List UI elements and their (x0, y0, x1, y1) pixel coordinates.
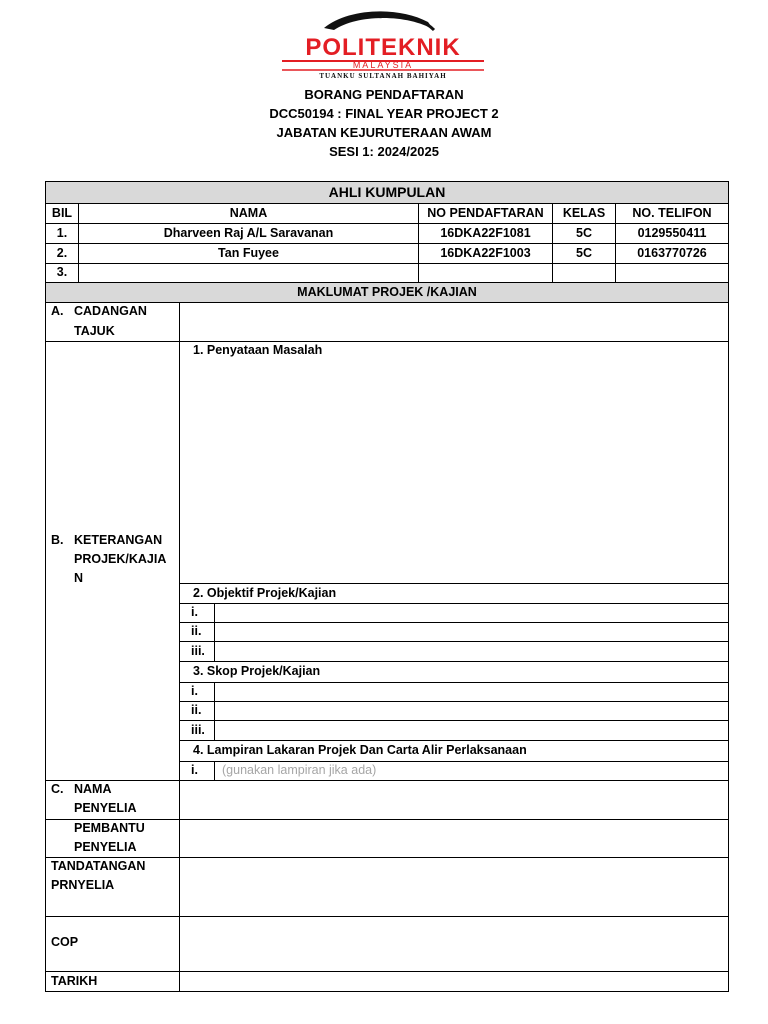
roman-numeral: ii. (191, 624, 202, 638)
label-c-letter: C. (51, 782, 64, 796)
politeknik-logo (278, 6, 488, 82)
logo-title: POLITEKNIK (305, 34, 461, 61)
label-a-letter: A. (51, 304, 64, 318)
session-title: SESI 1: 2024/2025 (329, 144, 439, 159)
roman-numeral: i. (191, 684, 198, 698)
signature-field[interactable] (179, 857, 729, 917)
member-reg-no: 16DKA22F1003 (440, 246, 531, 260)
label-a-line1: CADANGAN (74, 304, 147, 318)
department-title: JABATAN KEJURUTERAAN AWAM (276, 125, 492, 140)
member-reg-no: 16DKA22F1081 (440, 226, 531, 240)
col-no-header: NO PENDAFTARAN (427, 206, 544, 220)
scope-field-3[interactable] (214, 720, 729, 741)
members-section-title: AHLI KUMPULAN (328, 184, 446, 200)
member-class: 5C (576, 226, 592, 240)
assistant-supervisor-field[interactable] (179, 819, 729, 858)
label-c-line1: NAMA (74, 782, 112, 796)
col-nama-header: NAMA (229, 206, 268, 220)
label-tarikh: TARIKH (51, 974, 98, 988)
scope-field-1[interactable] (214, 682, 729, 702)
form-title: BORANG PENDAFTARAN (304, 87, 464, 102)
roman-numeral: i. (191, 763, 198, 777)
member-bil: 3. (56, 265, 68, 279)
label-signature-line2: PRNYELIA (51, 878, 115, 892)
member-name: Tan Fuyee (218, 246, 279, 260)
label-a-line2: TAJUK (74, 324, 115, 338)
title-proposal-field[interactable] (179, 302, 729, 342)
roman-numeral: i. (191, 605, 198, 619)
table-cell[interactable] (615, 263, 729, 283)
objective-field-2[interactable] (214, 622, 729, 642)
course-title: DCC50194 : FINAL YEAR PROJECT 2 (269, 106, 499, 121)
col-tel-header: NO. TELIFON (632, 206, 712, 220)
roman-numeral: iii. (191, 644, 205, 658)
label-assistant-line1: PEMBANTU (74, 821, 145, 835)
member-class: 5C (576, 246, 592, 260)
attachment-hint: (gunakan lampiran jika ada) (222, 763, 377, 777)
label-cop: COP (51, 935, 79, 949)
member-bil: 1. (56, 226, 68, 240)
roman-numeral: ii. (191, 703, 202, 717)
label-signature-line1: TANDATANGAN (51, 859, 146, 873)
table-cell[interactable] (78, 263, 419, 283)
logo-motto: TUANKU SULTANAH BAHIYAH (319, 72, 447, 80)
label-c-line2: PENYELIA (74, 801, 137, 815)
objective-field-3[interactable] (214, 641, 729, 662)
stamp-field[interactable] (179, 916, 729, 972)
objective-field-1[interactable] (214, 603, 729, 623)
table-cell[interactable] (552, 263, 616, 283)
label-b-line3: N (74, 571, 84, 585)
problem-statement-field[interactable] (179, 341, 729, 584)
table-cell[interactable] (418, 263, 553, 283)
project-section-title: MAKLUMAT PROJEK /KAJIAN (297, 285, 477, 299)
scope-heading: 3. Skop Projek/Kajian (193, 664, 321, 678)
objective-heading: 2. Objektif Projek/Kajian (193, 586, 337, 600)
roman-numeral: iii. (191, 723, 205, 737)
label-b-line1: KETERANGAN (74, 533, 163, 547)
label-b-letter: B. (51, 533, 64, 547)
logo-subtitle: MALAYSIA (352, 60, 414, 70)
problem-statement-heading: 1. Penyataan Masalah (193, 343, 323, 357)
scope-field-2[interactable] (214, 701, 729, 721)
member-phone: 0129550411 (637, 226, 707, 240)
member-name: Dharveen Raj A/L Saravanan (163, 226, 334, 240)
member-bil: 2. (56, 246, 68, 260)
col-kelas-header: KELAS (562, 206, 606, 220)
attachment-heading: 4. Lampiran Lakaran Projek Dan Carta Alir Perlaksanaan (193, 743, 527, 757)
col-bil-header: BIL (51, 206, 73, 220)
date-field[interactable] (179, 971, 729, 992)
supervisor-name-field[interactable] (179, 780, 729, 820)
member-phone: 0163770726 (637, 246, 707, 260)
label-assistant-line2: PENYELIA (74, 840, 137, 854)
label-b-line2: PROJEK/KAJIA (74, 552, 167, 566)
